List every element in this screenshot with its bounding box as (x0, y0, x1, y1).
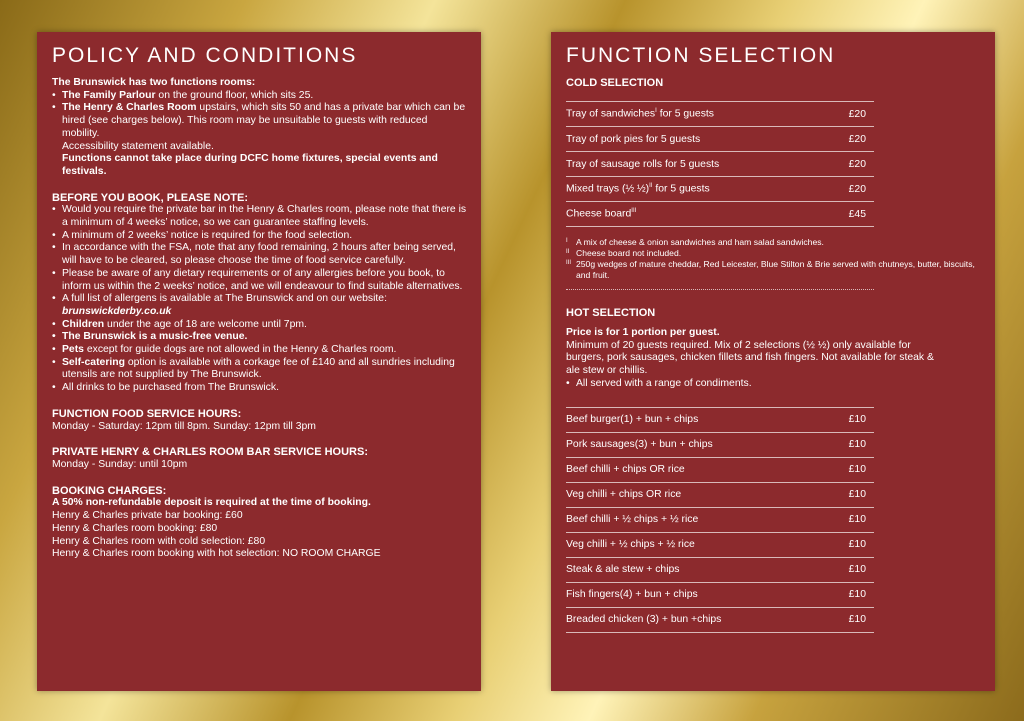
cold-table (566, 101, 874, 227)
rooms-section (52, 77, 467, 179)
list-item: • Children under the age of 18 are welcome until 7pm. (62, 319, 467, 332)
list-item: • Pets except for guide dogs are not allowed in the Henry & Charles room. (62, 344, 467, 357)
cold-item: Tray of sandwiches$^I$ for 5 guests (566, 102, 816, 127)
cold-price: £20 (816, 177, 874, 202)
before-title: BEFORE YOU BOOK, PLEASE NOTE: (52, 191, 248, 204)
hot-row (566, 582, 874, 607)
footnote: III 250g wedges of mature cheddar, Red Leicester, Blue Stilton & Brie served with chutneys, butter, biscuits, and fruit. (566, 259, 975, 280)
hot-item: Veg chilli + ½ chips + ½ rice (566, 532, 816, 557)
hot-price: £10 (816, 482, 874, 507)
cold-row (566, 202, 874, 227)
hot-item: Beef burger(1) + bun + chips (566, 407, 816, 432)
cold-row (566, 152, 874, 177)
charge-item: Henry & Charles private bar booking: £60 (52, 510, 243, 522)
cold-title: COLD SELECTION (566, 77, 664, 89)
policy-panel (37, 32, 481, 691)
cold-price: £45 (816, 202, 874, 227)
food-hours-title: FUNCTION FOOD SERVICE HOURS: (52, 407, 242, 420)
cold-notes (566, 237, 981, 281)
charge-item: Henry & Charles room with cold selection: £80 (52, 535, 266, 547)
food-hours: Monday - Saturday: 12pm till 8pm. Sunday: 12pm till 3pm (52, 420, 316, 432)
list-item: • All served with a range of condiments. (576, 378, 946, 391)
hot-item: Pork sausages(3) + bun + chips (566, 432, 816, 457)
website-link[interactable]: brunswickderby.co.uk (62, 305, 172, 317)
room-item: • The Family Parlour on the ground floor, which sits 25. (62, 90, 467, 103)
cold-price: £20 (816, 102, 874, 127)
footnote: I A mix of cheese & onion sandwiches and ham salad sandwiches. (566, 237, 824, 247)
cold-row (566, 127, 874, 152)
hot-item: Beef chilli + ½ chips + ½ rice (566, 507, 816, 532)
hot-row (566, 457, 874, 482)
cold-row (566, 177, 874, 202)
list-item: • The Brunswick is a music-free venue. (62, 331, 467, 344)
hot-price: £10 (816, 432, 874, 457)
cold-item: Cheese board$^{III}$ (566, 202, 816, 227)
hot-price: £10 (816, 457, 874, 482)
rooms-list (52, 90, 467, 141)
hot-item: Beef chilli + chips OR rice (566, 457, 816, 482)
hot-row (566, 432, 874, 457)
hot-price-note: Price is for 1 portion per guest. (566, 327, 720, 338)
hot-item: Fish fingers(4) + bun + chips (566, 582, 816, 607)
accessibility-note: Accessibility statement available. (62, 140, 214, 152)
function-panel (551, 32, 995, 691)
hot-item: Veg chilli + chips OR rice (566, 482, 816, 507)
list-item: • Would you require the private bar in the Henry & Charles room, please note that there is a minimum of 4 weeks’ notice, so we can guarantee staffing levels. (62, 204, 467, 229)
hot-item: Steak & ale stew + chips (566, 557, 816, 582)
policy-title: POLICY AND CONDITIONS (52, 44, 358, 67)
hot-bullets (566, 378, 946, 391)
hot-price: £10 (816, 582, 874, 607)
bar-hours-title: PRIVATE HENRY & CHARLES ROOM BAR SERVICE HOURS: (52, 446, 368, 459)
hot-row (566, 532, 874, 557)
bar-hours-section (52, 446, 467, 471)
before-list (52, 204, 467, 395)
functions-note: Functions cannot take place during DCFC home fixtures, special events and festivals. (62, 153, 438, 177)
list-item: • Please be aware of any dietary requirements or of any allergies before you book, to inform us within the 2 weeks’ notice, and we will endeavour to find suitable alternatives. (62, 268, 467, 293)
hot-price: £10 (816, 507, 874, 532)
list-item: • All drinks to be purchased from The Brunswick. (62, 382, 467, 395)
food-hours-section (52, 408, 467, 433)
divider (566, 289, 874, 290)
list-item: • A full list of allergens is available at The Brunswick and on our website: brunswickderby.co.uk (62, 293, 467, 318)
cold-item: Tray of pork pies for 5 guests (566, 127, 816, 152)
charge-item: Henry & Charles room booking with hot selection: NO ROOM CHARGE (52, 548, 381, 560)
hot-description (566, 327, 946, 391)
hot-table (566, 407, 874, 633)
hot-price: £10 (816, 407, 874, 432)
list-item: • A minimum of 2 weeks’ notice is required for the food selection. (62, 230, 467, 243)
rooms-intro: The Brunswick has two functions rooms: (52, 77, 256, 88)
hot-title: HOT SELECTION (566, 307, 656, 319)
deposit-note: A 50% non-refundable deposit is required at the time of booking. (52, 497, 371, 509)
function-title: FUNCTION SELECTION (566, 44, 836, 67)
hot-row (566, 607, 874, 632)
cold-price: £20 (816, 152, 874, 177)
hot-row (566, 557, 874, 582)
footnote: II Cheese board not included. (566, 248, 682, 258)
hot-item: Breaded chicken (3) + bun +chips (566, 607, 816, 632)
charges-section (52, 485, 467, 561)
hot-row (566, 407, 874, 432)
list-item: • Self-catering option is available with a corkage fee of £140 and all sundries including utensils are not supplied by The Brunswick. (62, 357, 467, 382)
cold-price: £20 (816, 127, 874, 152)
hot-price: £10 (816, 557, 874, 582)
cold-item: Tray of sausage rolls for 5 guests (566, 152, 816, 177)
before-section (52, 192, 467, 395)
room-item: • The Henry & Charles Room upstairs, which sits 50 and has a private bar which can be hired (see charges below). This room may be unsuitable to guests with reduced mobility. (62, 102, 467, 140)
hot-row (566, 507, 874, 532)
hot-desc: Minimum of 20 guests required. Mix of 2 selections (½ ½) only available for burgers, pork sausages, chicken fillets and fish fingers. Not available for steak & ale stew or chillis. (566, 339, 934, 377)
hot-price: £10 (816, 607, 874, 632)
charge-item: Henry & Charles room booking: £80 (52, 522, 218, 534)
hot-row (566, 482, 874, 507)
list-item: • In accordance with the FSA, note that any food remaining, 2 hours after being served, will have to be cleared, so please choose the time of food service carefully. (62, 242, 467, 267)
hot-price: £10 (816, 532, 874, 557)
bar-hours: Monday - Sunday: until 10pm (52, 458, 188, 470)
cold-row (566, 102, 874, 127)
cold-item: Mixed trays (½ ½)$^{II}$ for 5 guests (566, 177, 816, 202)
charges-title: BOOKING CHARGES: (52, 484, 167, 497)
